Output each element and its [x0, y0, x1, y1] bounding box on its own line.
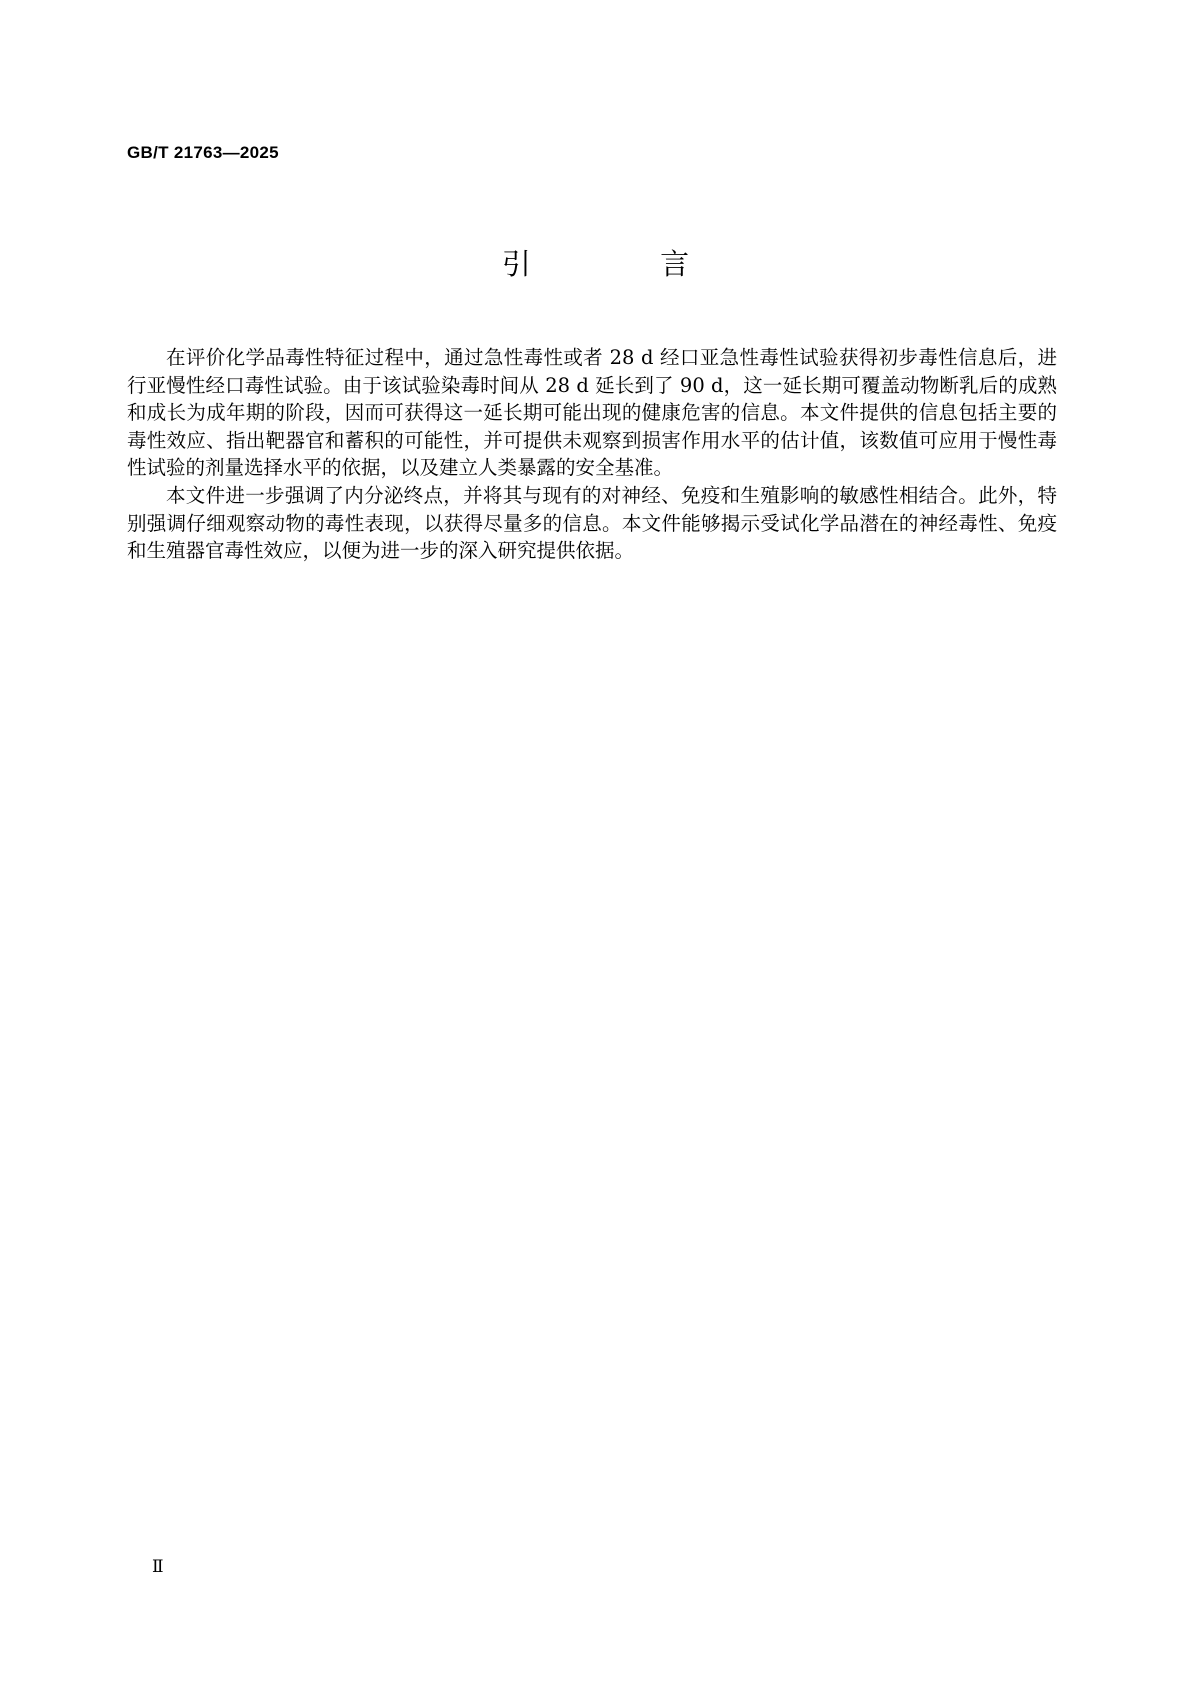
paragraph: 本文件进一步强调了内分泌终点，并将其与现有的对神经、免疫和生殖影响的敏感性相结合。此外，特别强调仔细观察动物的毒性表现，以获得尽量多的信息。本文件能够揭示受试化学品潜在的神经毒性、免疫和生殖器官毒性效应，以便为进一步的深入研究提供依据。: [127, 483, 1057, 563]
section-heading: 引 言: [501, 247, 750, 281]
paragraph: 在评价化学品毒性特征过程中，通过急性毒性或者 28 d 经口亚急性毒性试验获得初步毒性信息后，进行亚慢性经口毒性试验。由于该试验染毒时间从 28 d 延长到了 90 d，这一延长期可覆盖动物断乳后的成熟和成长为成年期的阶段，因而可获得这一延长期可能出现的健康危害的信息。本文件提供的信息包括主要的毒性效应、指出靶器官和蓄积的可能性，并可提供未观察到损害作用水平的估计值，该数值可应用于慢性毒性试验的剂量选择水平的依据，以及建立人类暴露的安全基准。: [127, 346, 1057, 480]
page-number: Ⅱ: [152, 1557, 164, 1576]
standard-number: GB/T 21763—2025: [127, 143, 279, 162]
body-text: [127, 344, 1057, 565]
